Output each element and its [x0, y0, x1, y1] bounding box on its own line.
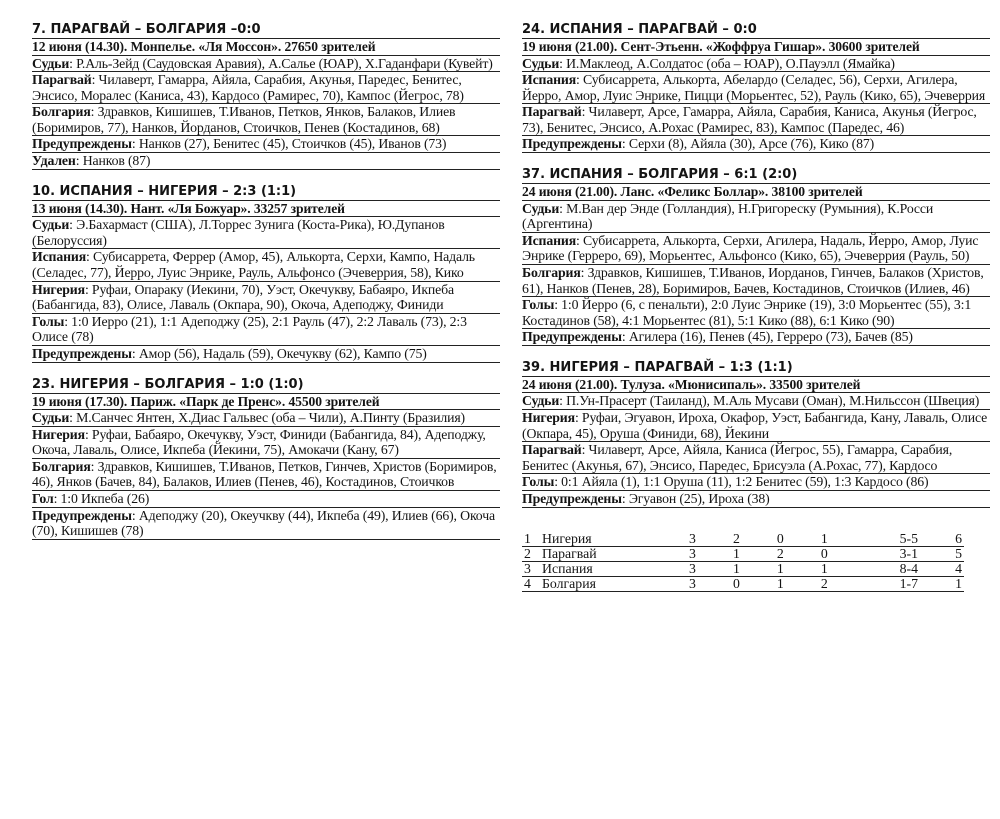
section-text: : И.Маклеод, А.Солдатос (оба – ЮАР), О.Пауэлл (Ямайка) — [559, 55, 895, 71]
match-section — [32, 136, 500, 153]
match-section — [32, 56, 500, 73]
standings-cell: 0 — [698, 576, 742, 591]
standings-cell: 0 — [742, 532, 786, 547]
team-name: Испания — [540, 561, 654, 576]
section-label: Судьи — [522, 55, 560, 71]
match-report — [522, 360, 990, 508]
match-title: 24. ИСПАНИЯ – ПАРАГВАЙ – 0:0 — [522, 22, 757, 37]
section-text: : 1:0 Иерро (21), 1:1 Адеподжу (25), 2:1 Рауль (47), 2:2 Лаваль (73), 2:3 Олисе (78) — [32, 313, 467, 345]
section-text: : Руфаи, Бабаяро, Окечукву, Уэст, Финиди (Бабангида, 84), Адеподжу, Окоча, Лаваль, Олисе, Икпеба (Йекини, 75), Амокачи (Кану, 67) — [32, 426, 486, 458]
standings-cell: 0 — [786, 546, 830, 561]
match-section — [522, 491, 990, 508]
section-text: : Чилаверт, Арсе, Айяла, Каниса (Йегрос, 55), Гамарра, Сарабия, Бенитес (Акунья, 67), Энсисо, Паредес, Брисуэла (А.Рохас, 77), Кардосо — [522, 442, 953, 473]
section-label: Предупреждены — [522, 136, 622, 152]
section-text: : Нанков (27), Бенитес (45), Стоичков (45), Иванов (73) — [131, 136, 447, 152]
section-label: Нигерия — [32, 281, 85, 297]
section-label: Нигерия — [522, 410, 575, 425]
standings-cell: 1-7 — [830, 576, 920, 591]
section-text: : Субисаррета, Алькорта, Серхи, Агилера, Надаль, Йерро, Амор, Луис Энрике (Герреро, 69), Морьентес, Альфонсо (Кико, 65), Эчеверрия (Рауль, 50) — [522, 232, 979, 264]
standings-cell: 3-1 — [830, 546, 920, 561]
match-title: 23. НИГЕРИЯ – БОЛГАРИЯ – 1:0 (1:0) — [32, 376, 304, 392]
standings-cell: 1 — [522, 532, 540, 547]
standings-cell: 2 — [742, 546, 786, 561]
match-section — [32, 459, 500, 491]
section-text: : Э.Бахармаст (США), Л.Торрес Зунига (Коста-Рика), Ю.Дупанов (Белоруссия) — [32, 217, 445, 248]
match-report — [522, 167, 990, 346]
standings-row — [522, 532, 964, 547]
section-text: : Серхи (8), Айяла (30), Арсе (76), Кико (87) — [621, 136, 875, 152]
section-label: Испания — [32, 249, 87, 265]
section-label: Судьи — [522, 393, 560, 409]
match-title: 39. НИГЕРИЯ – ПАРАГВАЙ – 1:3 (1:1) — [522, 359, 793, 375]
match-section — [522, 72, 990, 104]
section-label: Парагвай — [32, 72, 92, 88]
section-text: : Агилера (16), Пенев (45), Герреро (73), Бачев (85) — [621, 329, 913, 345]
standings-cell: 6 — [920, 532, 964, 547]
standings-cell: 1 — [698, 546, 742, 561]
standings-cell: 3 — [654, 546, 698, 561]
match-section — [32, 249, 500, 281]
section-text: : 0:1 Айяла (1), 1:1 Оруша (11), 1:2 Бенитес (59), 1:3 Кардосо (86) — [554, 474, 929, 490]
standings-cell: 1 — [786, 532, 830, 547]
section-text: : Здравков, Кишишев, Т.Иванов, Петков, Гинчев, Христов (Боримиров, 46), Янков (Бачев, 84), Балаков, Илиев (Пенев, 46), Костадинов, Стоичков — [32, 458, 497, 490]
match-section — [522, 201, 990, 233]
section-label: Судьи — [522, 200, 560, 216]
standings-cell: 3 — [654, 576, 698, 591]
match-report — [32, 22, 500, 170]
section-label: Предупреждены — [522, 490, 622, 506]
match-title: 10. ИСПАНИЯ – НИГЕРИЯ – 2:3 (1:1) — [32, 183, 297, 199]
match-section — [32, 427, 500, 459]
match-section — [522, 474, 990, 491]
standings-cell: 1 — [742, 576, 786, 591]
match-section — [522, 410, 990, 442]
match-section — [32, 104, 500, 136]
section-text: : Амор (56), Надаль (59), Окечукву (62), Кампо (75) — [131, 345, 427, 361]
standings-row — [522, 561, 964, 576]
section-label: Судьи — [32, 217, 70, 233]
match-section — [32, 153, 500, 170]
match-section — [32, 491, 500, 508]
section-label: Судьи — [32, 410, 70, 425]
section-label: Испания — [522, 232, 577, 248]
match-date-venue: 24 июня (21.00). Ланс. «Феликс Боллар». 38100 зрителей — [522, 183, 990, 201]
standings-cell: 1 — [698, 561, 742, 576]
match-section — [522, 56, 990, 73]
group-standings-table — [522, 532, 964, 592]
section-text: : Субисаррета, Алькорта, Абелардо (Селадес, 56), Серхи, Агилера, Йерро, Амор, Луис Энрике, Пицци (Морьентес, 52), Рауль (Кико, 65), Эчеверрия — [522, 72, 986, 103]
section-text: : Здравков, Кишишев, Т.Иванов, Иорданов, Гинчев, Балаков (Христов, 61), Нанков (Пенев, 28), Боримиров, Бачев, Костадинов, Стоичков (Илиев, 46) — [522, 264, 984, 296]
section-label: Голы — [522, 474, 555, 490]
team-name: Парагвай — [540, 546, 654, 561]
standings-cell: 4 — [920, 561, 964, 576]
section-text: : М.Ван дер Энде (Голландия), Н.Григореску (Румыния), К.Росси (Аргентина) — [522, 200, 934, 232]
match-report — [522, 22, 990, 153]
section-label: Испания — [522, 72, 577, 88]
standings-cell: 1 — [742, 561, 786, 576]
match-section — [32, 346, 500, 363]
match-date-venue: 19 июня (17.30). Париж. «Парк де Пренс». 45500 зрителей — [32, 393, 500, 411]
standings-cell: 8-4 — [830, 561, 920, 576]
standings-cell: 3 — [522, 561, 540, 576]
section-text: : Здравков, Кишишев, Т.Иванов, Петков, Янков, Балаков, Илиев (Боримиров, 77), Нанков, Йорданов, Стоичков, Пенев (Костадинов, 68) — [32, 104, 456, 135]
standings-cell: 1 — [786, 561, 830, 576]
section-label: Болгария — [32, 104, 91, 120]
standings-cell: 3 — [654, 561, 698, 576]
left-column — [32, 22, 500, 540]
section-text: : Субисаррета, Феррер (Амор, 45), Алькорта, Серхи, Кампо, Надаль (Селадес, 77), Йерро, Луис Энрике, Рауль, Альфонсо (Эчеверрия, 58), Кико — [32, 249, 475, 280]
section-label: Предупреждены — [32, 345, 132, 361]
match-section — [522, 136, 990, 153]
match-title: 7. ПАРАГВАЙ – БОЛГАРИЯ –0:0 — [32, 22, 261, 37]
section-label: Предупреждены — [32, 507, 132, 523]
section-label: Нигерия — [32, 426, 85, 442]
section-text: : Руфаи, Опараку (Иекини, 70), Уэст, Окечукву, Бабаяро, Икпеба (Бабангида, 83), Олисе, Лаваль (Окпара, 90), Окоча, Адеподжу, Финиди — [32, 281, 454, 313]
standings-row — [522, 546, 964, 561]
section-label: Голы — [32, 313, 65, 329]
match-section — [522, 442, 990, 474]
standings-row — [522, 576, 964, 591]
match-date-venue: 12 июня (14.30). Монпелье. «Ля Моссон». 27650 зрителей — [32, 38, 500, 56]
section-label: Предупреждены — [522, 329, 622, 345]
match-section — [522, 265, 990, 297]
match-section — [32, 508, 500, 540]
standings-cell: 3 — [654, 532, 698, 547]
section-text: : 1:0 Икпеба (26) — [53, 490, 150, 506]
match-section — [32, 314, 500, 346]
section-label: Болгария — [32, 458, 91, 474]
right-matches — [522, 22, 990, 508]
team-name: Болгария — [540, 576, 654, 591]
section-label: Парагвай — [522, 442, 582, 458]
section-text: : Р.Аль-Зейд (Саудовская Аравия), А.Салье (ЮАР), Х.Гаданфари (Кувейт) — [69, 55, 493, 71]
section-text: : 1:0 Йерро (6, с пенальти), 2:0 Луис Энрике (19), 3:0 Морьентес (55), 3:1 Костадинов (58), 4:1 Морьентес (81), 5:1 Кико (88), 6:1 Кико (90) — [522, 297, 972, 328]
section-label: Болгария — [522, 264, 581, 280]
match-section — [32, 410, 500, 427]
section-label: Предупреждены — [32, 136, 132, 152]
match-section — [522, 233, 990, 265]
match-report — [32, 184, 500, 363]
section-text: : Руфаи, Эгуавон, Ироха, Окафор, Уэст, Бабангида, Кану, Лаваль, Олисе (Окпара, 45), Оруша (Финиди, 68), Йекини — [522, 410, 988, 441]
section-label: Гол — [32, 490, 54, 506]
team-name: Нигерия — [540, 532, 654, 547]
standings-cell: 5-5 — [830, 532, 920, 547]
section-text: : Нанков (87) — [75, 153, 151, 169]
standings-cell: 2 — [698, 532, 742, 547]
match-section — [32, 282, 500, 314]
section-text: : Эгуавон (25), Ироха (38) — [621, 490, 770, 506]
section-label: Удален — [32, 153, 76, 169]
match-section — [522, 104, 990, 136]
standings-cell: 2 — [786, 576, 830, 591]
match-date-venue: 24 июня (21.00). Тулуза. «Мюнисипаль». 33500 зрителей — [522, 376, 990, 394]
right-column — [522, 22, 990, 592]
section-text: : М.Санчес Янтен, Х.Диас Гальвес (оба – Чили), А.Пинту (Бразилия) — [69, 410, 465, 425]
section-text: : Адеподжу (20), Океучкву (44), Икпеба (49), Илиев (66), Окоча (70), Кишишев (78) — [32, 507, 495, 539]
section-text: : Чилаверт, Арсе, Гамарра, Айяла, Сарабия, Каниса, Акунья (Йегрос, 73), Бенитес, Энсисо, А.Рохас (Рамирес, 83), Кампос (Паредес, 46) — [522, 104, 977, 135]
match-section — [32, 72, 500, 104]
section-label: Парагвай — [522, 104, 582, 120]
match-title: 37. ИСПАНИЯ – БОЛГАРИЯ – 6:1 (2:0) — [522, 167, 798, 183]
match-date-venue: 13 июня (14.30). Нант. «Ля Божуар». 33257 зрителей — [32, 200, 500, 218]
section-label: Голы — [522, 297, 555, 313]
match-section — [522, 393, 990, 410]
match-section — [32, 217, 500, 249]
section-text: : Чилаверт, Гамарра, Айяла, Сарабия, Акунья, Паредес, Бенитес, Энсисо, Моралес (Каниса, 43), Кардосо (Рамирес, 70), Кампос (Йегрос, 78) — [32, 72, 464, 103]
match-section — [522, 329, 990, 346]
match-report — [32, 377, 500, 540]
standings-cell: 1 — [920, 576, 964, 591]
section-label: Судьи — [32, 55, 70, 71]
standings-cell: 5 — [920, 546, 964, 561]
section-text: : П.Ун-Прасерт (Таиланд), М.Аль Мусави (Оман), М.Нильссон (Швеция) — [559, 393, 980, 409]
standings-cell: 2 — [522, 546, 540, 561]
match-date-venue: 19 июня (21.00). Сент-Этьенн. «Жоффруа Гишар». 30600 зрителей — [522, 38, 990, 56]
standings-cell: 4 — [522, 576, 540, 591]
match-section — [522, 297, 990, 329]
